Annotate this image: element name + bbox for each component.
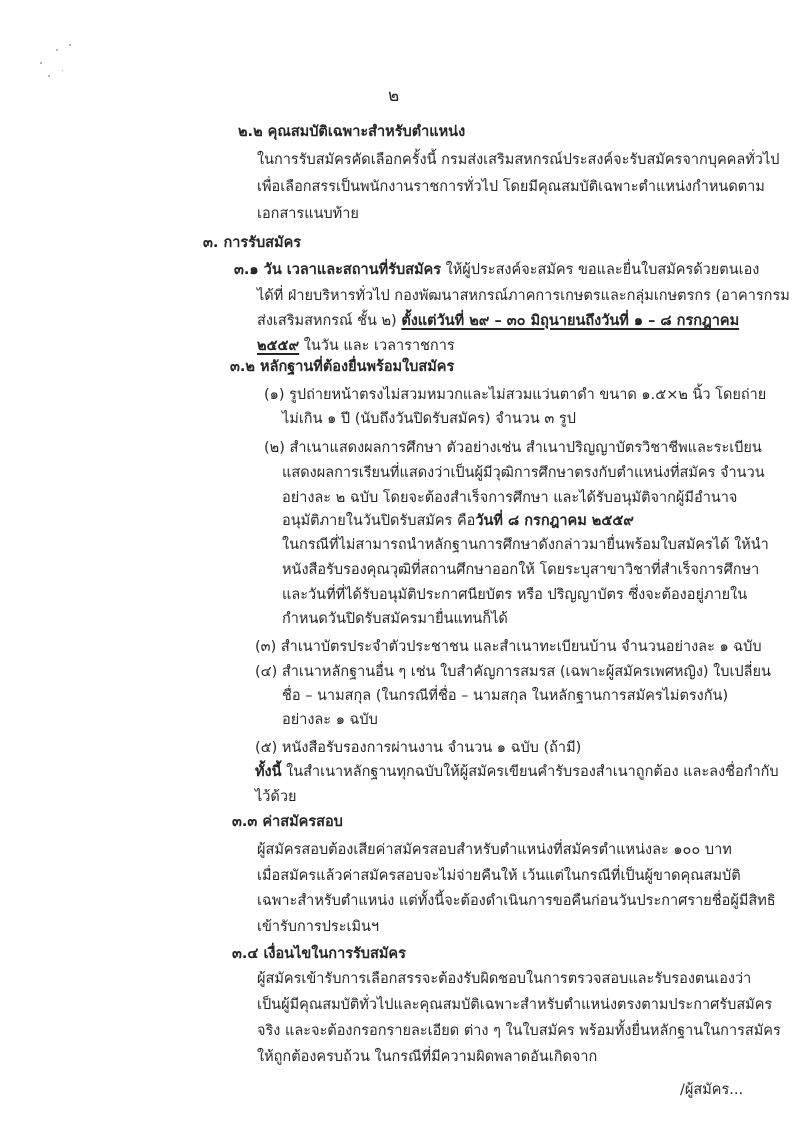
section-2-2-line: เอกสารแนบท้าย — [257, 206, 359, 222]
document-item-2-note: กำหนดวันปิดรับสมัครมายื่นแทนก็ได้ — [282, 611, 508, 627]
document-item-4-cont: ชื่อ – นามสกุล (ในกรณีที่ชื่อ – นามสกุล ในหลักฐานการสมัครไม่ตรงกัน) — [282, 688, 729, 704]
document-item-2-cont: อย่างละ ๒ ฉบับ โดยจะต้องสำเร็จการศึกษา และได้รับอนุมัติจากผู้มีอำนาจ — [282, 490, 738, 506]
scan-speck — [69, 44, 71, 46]
certification-note-lead: ทั้งนี้ — [255, 764, 282, 780]
section-3-3-heading: ๓.๓ ค่าสมัครสอบ — [232, 814, 343, 830]
scan-speck — [40, 62, 42, 64]
section-3-1-heading: ๓.๑ วัน เวลาและสถานที่รับสมัคร — [234, 262, 442, 278]
scan-speck — [62, 70, 63, 71]
section-3-2-heading: ๓.๒ หลักฐานที่ต้องยื่นพร้อมใบสมัคร — [230, 359, 455, 375]
document-item-1-cont: ไม่เกิน ๑ ปี (นับถึงวันปิดรับสมัคร) จำนวน ๓ รูป — [282, 411, 576, 427]
section-3-3-line: เข้ารับการประเมินฯ — [257, 919, 380, 935]
section-3-heading: ๓. การรับสมัคร — [203, 235, 302, 251]
section-3-4-line: ผู้สมัครเข้ารับการเลือกสรรจะต้องรับผิดชอบในการตรวจสอบและรับรองตนเองว่า — [257, 971, 752, 987]
document-item-3: (๓) สำเนาบัตรประจำตัวประชาชน และสำเนาทะเบียนบ้าน จำนวนอย่างละ ๑ ฉบับ — [255, 639, 762, 655]
document-item-5: (๕) หนังสือรับรองการผ่านงาน จำนวน ๑ ฉบับ (ถ้ามี) — [255, 740, 582, 756]
page-number: ๒ — [388, 86, 400, 106]
section-2-2-line: ในการรับสมัครคัดเลือกครั้งนี้ กรมส่งเสริมสหกรณ์ประสงค์จะรับสมัครจากบุคคลทั่วไป — [257, 152, 780, 168]
section-3-4-line: ให้ถูกต้องครบถ้วน ในกรณีที่มีความผิดพลาดอันเกิดจาก — [257, 1049, 598, 1065]
document-item-2-note: หนังสือรับรองคุณวุฒิที่สถานศึกษาออกให้ โดยระบุสาขาวิชาที่สำเร็จการศึกษา — [282, 562, 760, 578]
scan-speck — [48, 75, 50, 77]
section-3-3-line: ผู้สมัครสอบต้องเสียค่าสมัครสอบสำหรับตำแหน่งที่สมัครตำแหน่งละ ๑๐๐ บาท — [257, 842, 732, 858]
section-3-1-line-2: ได้ที่ ฝ่ายบริหารทั่วไป กองพัฒนาสหกรณ์ภาคการเกษตรและกลุ่มเกษตรกร (อาคารกรม — [257, 288, 790, 304]
closing-date: วันที่ ๘ กรกฎาคม ๒๕๕๙ — [475, 513, 634, 529]
section-3-1-line-1 — [234, 260, 759, 280]
section-3-4-line: จริง และจะต้องกรอกรายละเอียด ต่าง ๆ ในใบสมัคร พร้อมทั้งยื่นหลักฐานในการสมัคร — [257, 1023, 781, 1039]
document-item-2-cont — [282, 511, 634, 531]
certification-note-cont: ไว้ด้วย — [255, 789, 297, 805]
document-item-2: (๒) สำเนาแสดงผลการศึกษา ตัวอย่างเช่น สำเนาปริญญาบัตรวิชาชีพและระเบียน — [264, 440, 762, 456]
section-3-4-heading: ๓.๔ เงื่อนไขในการรับสมัคร — [232, 946, 406, 962]
document-item-2-text: อนุมัติภายในวันปิดรับสมัคร คือ — [282, 513, 476, 529]
document-item-2-cont: แสดงผลการเรียนที่แสดงว่าเป็นผู้มีวุฒิการศึกษาตรงกับตำแหน่งที่สมัคร จำนวน — [282, 465, 765, 481]
section-3-1-text: ให้ผู้ประสงค์จะสมัคร ขอและยื่นใบสมัครด้วยตนเอง — [441, 262, 760, 278]
continuation-marker: /ผู้สมัคร... — [680, 1082, 744, 1098]
document-item-1: (๑) รูปถ่ายหน้าตรงไม่สวมหมวกและไม่สวมแว่นตาดำ ขนาด ๑.๕×๒ นิ้ว โดยถ่าย — [264, 387, 767, 403]
application-year: ๒๕๕๙ — [257, 338, 300, 354]
section-3-1-line-4 — [257, 336, 455, 356]
certification-note-text: ในสำเนาหลักฐานทุกฉบับให้ผู้สมัครเขียนคำรับรองสำเนาถูกต้อง และลงชื่อกำกับ — [281, 764, 779, 780]
document-item-4-cont: อย่างละ ๑ ฉบับ — [282, 712, 378, 728]
document-item-2-note: ในกรณีที่ไม่สามารถนำหลักฐานการศึกษาดังกล่าวมายื่นพร้อมใบสมัครได้ ให้นำ — [282, 537, 769, 553]
section-3-1-text: ส่งเสริมสหกรณ์ ชั้น ๒) — [257, 313, 402, 329]
section-3-4-line: เป็นผู้มีคุณสมบัติทั่วไปและคุณสมบัติเฉพาะสำหรับตำแหน่งตรงตามประกาศรับสมัคร — [257, 997, 773, 1013]
section-2-2-line: เพื่อเลือกสรรเป็นพนักงานราชการทั่วไป โดยมีคุณสมบัติเฉพาะตำแหน่งกำหนดตาม — [257, 179, 765, 195]
scan-speck — [56, 49, 58, 51]
certification-note — [255, 762, 779, 782]
section-3-3-line: เมื่อสมัครแล้วค่าสมัครสอบจะไม่จ่ายคืนให้ เว้นแต่ในกรณีที่เป็นผู้ขาดคุณสมบัติ — [257, 868, 741, 884]
section-3-1-text: ในวัน และ เวลาราชการ — [299, 338, 455, 354]
section-3-3-line: เฉพาะสำหรับตำแหน่ง แต่ทั้งนี้จะต้องดำเนินการขอคืนก่อนวันประกาศรายชื่อผู้มีสิทธิ — [257, 893, 776, 909]
document-item-4: (๔) สำเนาหลักฐานอื่น ๆ เช่น ใบสำคัญการสมรส (เฉพาะผู้สมัครเพศหญิง) ใบเปลี่ยน — [255, 664, 771, 680]
section-3-1-line-3 — [257, 311, 739, 331]
application-period: ตั้งแต่วันที่ ๒๙ – ๓๐ มิถุนายนถึงวันที่ ๑ – ๘ กรกฎาคม — [401, 313, 740, 329]
section-2-2-heading: ๒.๒ คุณสมบัติเฉพาะสำหรับตำแหน่ง — [238, 124, 466, 140]
document-item-2-note: และวันที่ที่ได้รับอนุมัติประกาศนียบัตร หรือ ปริญญาบัตร ซึ่งจะต้องอยู่ภายใน — [282, 587, 748, 603]
